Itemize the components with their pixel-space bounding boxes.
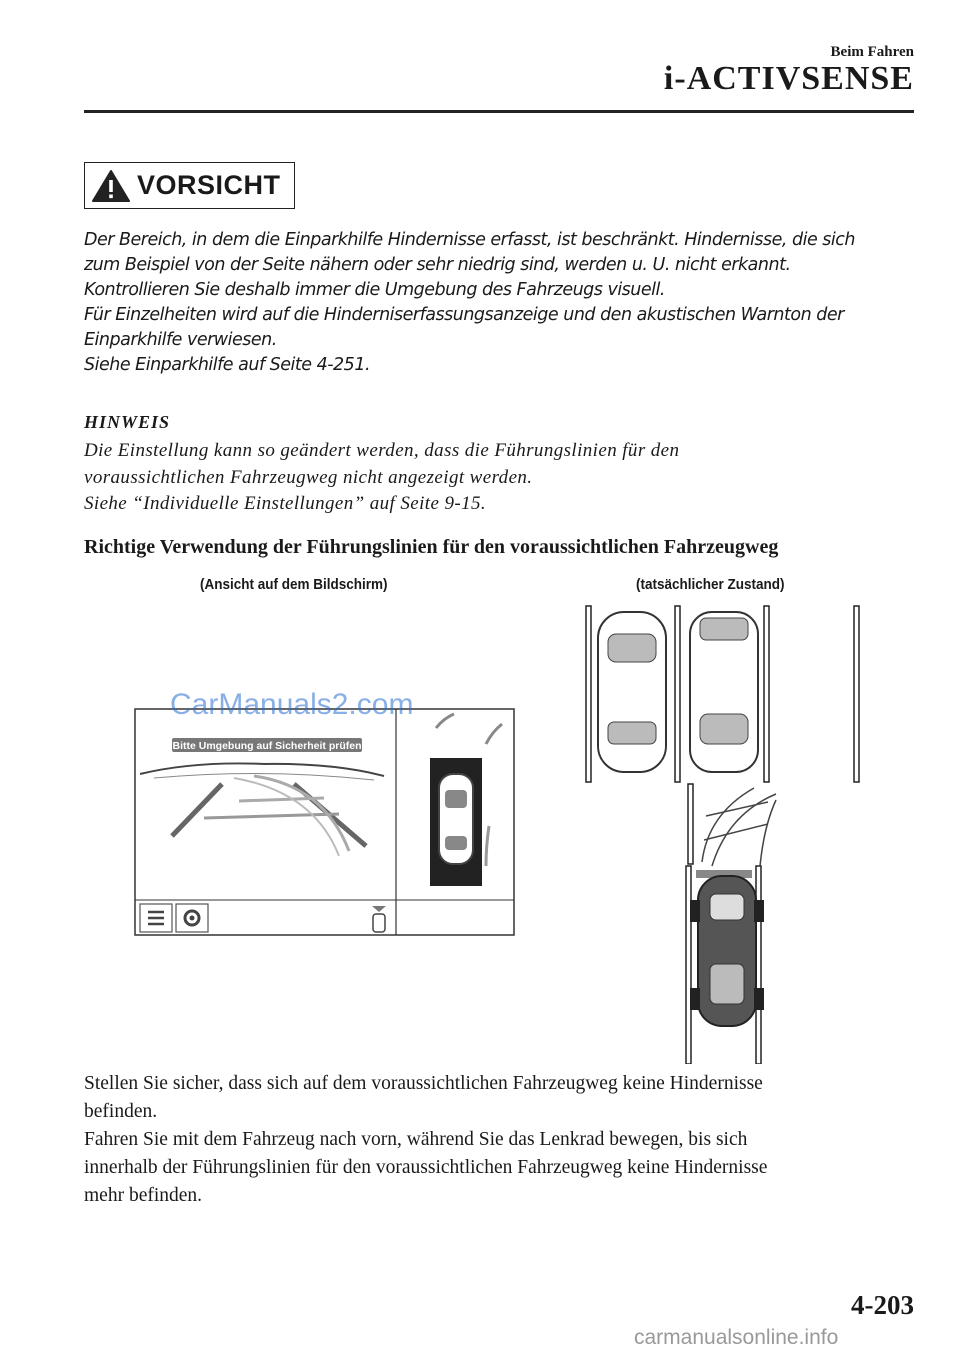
body-line: Fahren Sie mit dem Fahrzeug nach vorn, während Sie das Lenkrad bewegen, bis sich	[84, 1129, 748, 1150]
actual-situation-illustration	[578, 604, 868, 1064]
section-title: Beim Fahren	[830, 44, 914, 60]
caution-line: Der Bereich, in dem die Einparkhilfe Hindernisse erfasst, ist beschränkt. Hindernisse, die sich	[84, 230, 855, 250]
body-line: befinden.	[84, 1101, 158, 1122]
caution-line: Siehe Einparkhilfe auf Seite 4-251.	[84, 355, 371, 375]
note-line: Die Einstellung kann so geändert werden, dass die Führungslinien für den	[84, 440, 680, 461]
caution-line: Für Einzelheiten wird auf die Hinderniserfassungsanzeige und den akustischen Warnton der	[84, 305, 844, 325]
note-text	[84, 438, 679, 518]
body-text	[84, 1070, 767, 1210]
header-rule	[84, 110, 914, 113]
watermark: CarManuals2.com	[170, 688, 414, 721]
screen-view-illustration	[134, 706, 516, 938]
caution-line: Kontrollieren Sie deshalb immer die Umgebung des Fahrzeugs visuell.	[84, 280, 665, 300]
caption-screen: (Ansicht auf dem Bildschirm)	[200, 576, 388, 593]
caution-label: VORSICHT	[137, 170, 281, 200]
caution-line: zum Beispiel von der Seite nähern oder sehr niedrig sind, werden u. U. nicht erkannt.	[84, 255, 791, 275]
caution-box	[84, 162, 295, 209]
caution-text	[84, 228, 914, 378]
body-line: mehr befinden.	[84, 1185, 203, 1206]
caption-actual: (tatsächlicher Zustand)	[636, 576, 785, 593]
screen-banner: Bitte Umgebung auf Sicherheit prüfen	[172, 740, 362, 752]
page-number: 4-203	[851, 1290, 914, 1320]
note-line: Siehe “Individuelle Einstellungen” auf Seite 9-15.	[84, 493, 487, 514]
chapter-title: i-ACTIVSENSE	[663, 60, 914, 97]
warning-triangle-icon	[91, 169, 131, 203]
note-title: HINWEIS	[84, 412, 171, 432]
footer-site[interactable]: carmanualsonline.info	[634, 1326, 839, 1349]
caution-line: Einparkhilfe verwiesen.	[84, 330, 277, 350]
section-heading: Richtige Verwendung der Führungslinien für den voraussichtlichen Fahrzeugweg	[84, 536, 779, 558]
body-line: innerhalb der Führungslinien für den voraussichtlichen Fahrzeugweg keine Hindernisse	[84, 1157, 768, 1178]
body-line: Stellen Sie sicher, dass sich auf dem voraussichtlichen Fahrzeugweg keine Hindernisse	[84, 1073, 763, 1094]
note-line: voraussichtlichen Fahrzeugweg nicht angezeigt werden.	[84, 466, 533, 488]
